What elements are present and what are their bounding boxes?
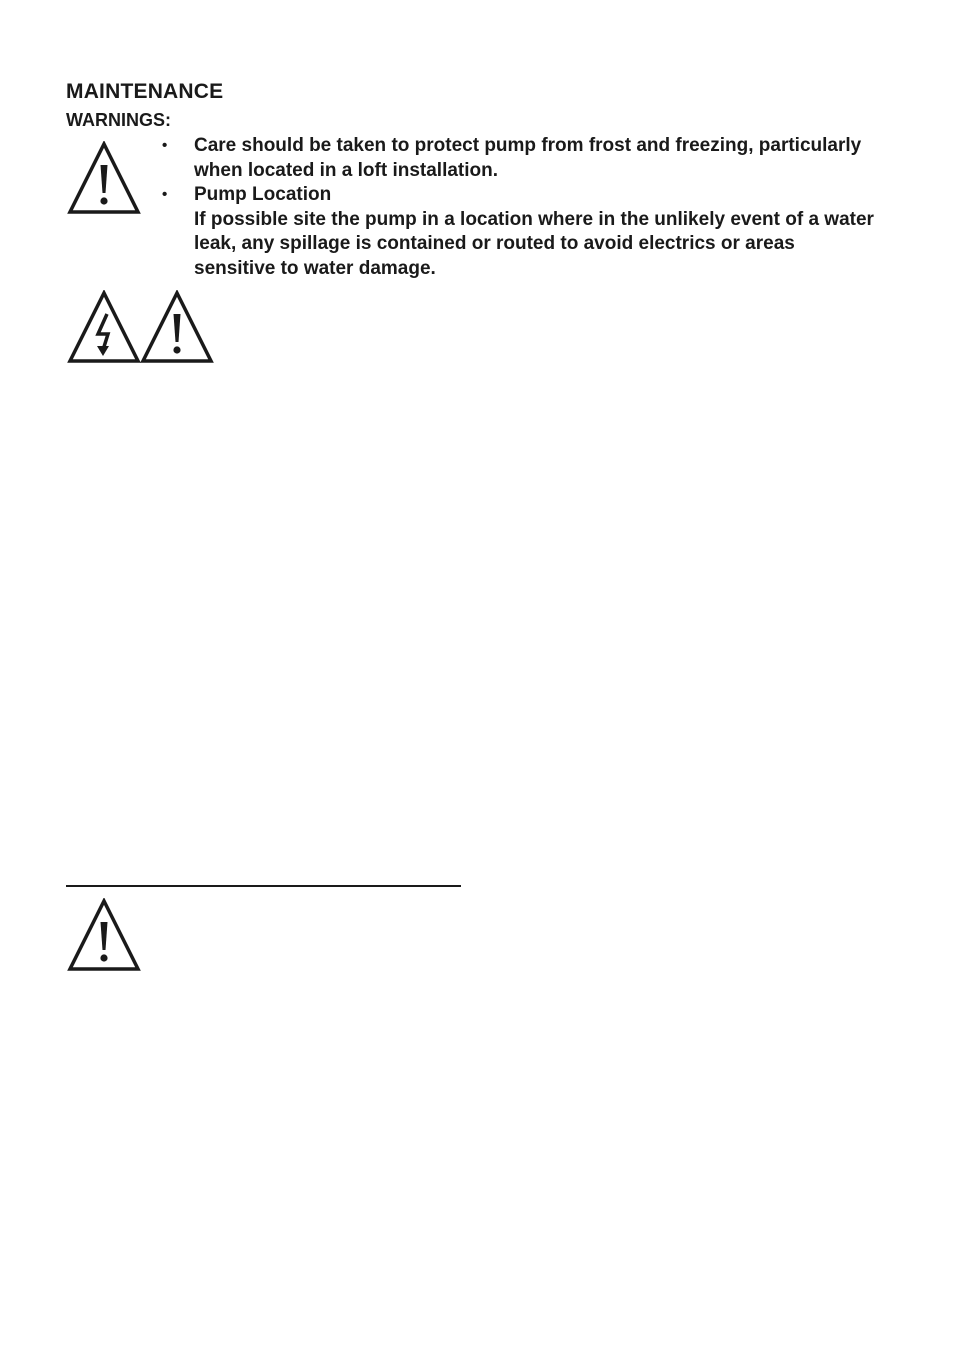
warning-item-frost bbox=[160, 134, 880, 183]
warnings-subtitle: WARNINGS: bbox=[66, 110, 171, 130]
bullet: • bbox=[162, 186, 168, 203]
section-divider bbox=[66, 885, 461, 887]
electrical-hazard-triangle-icon bbox=[67, 290, 141, 364]
section-title: MAINTENANCE bbox=[66, 80, 224, 103]
bullet: • bbox=[162, 137, 168, 154]
caution-triangle-icon bbox=[67, 898, 141, 972]
warnings-list bbox=[160, 134, 880, 281]
warning-item-pump-location bbox=[160, 183, 880, 281]
warning-frost-text: Care should be taken to protect pump from frost and freezing, particularly when located in a loft installation. bbox=[194, 135, 862, 181]
warning-pump-location-text: If possible site the pump in a location where in the unlikely event of a water leak, any spillage is contained or routed to avoid electrics or areas sensitive to water damage. bbox=[194, 208, 874, 279]
caution-triangle-icon bbox=[140, 290, 214, 364]
caution-triangle-icon bbox=[67, 141, 141, 215]
warning-pump-location-title: Pump Location bbox=[194, 184, 332, 205]
